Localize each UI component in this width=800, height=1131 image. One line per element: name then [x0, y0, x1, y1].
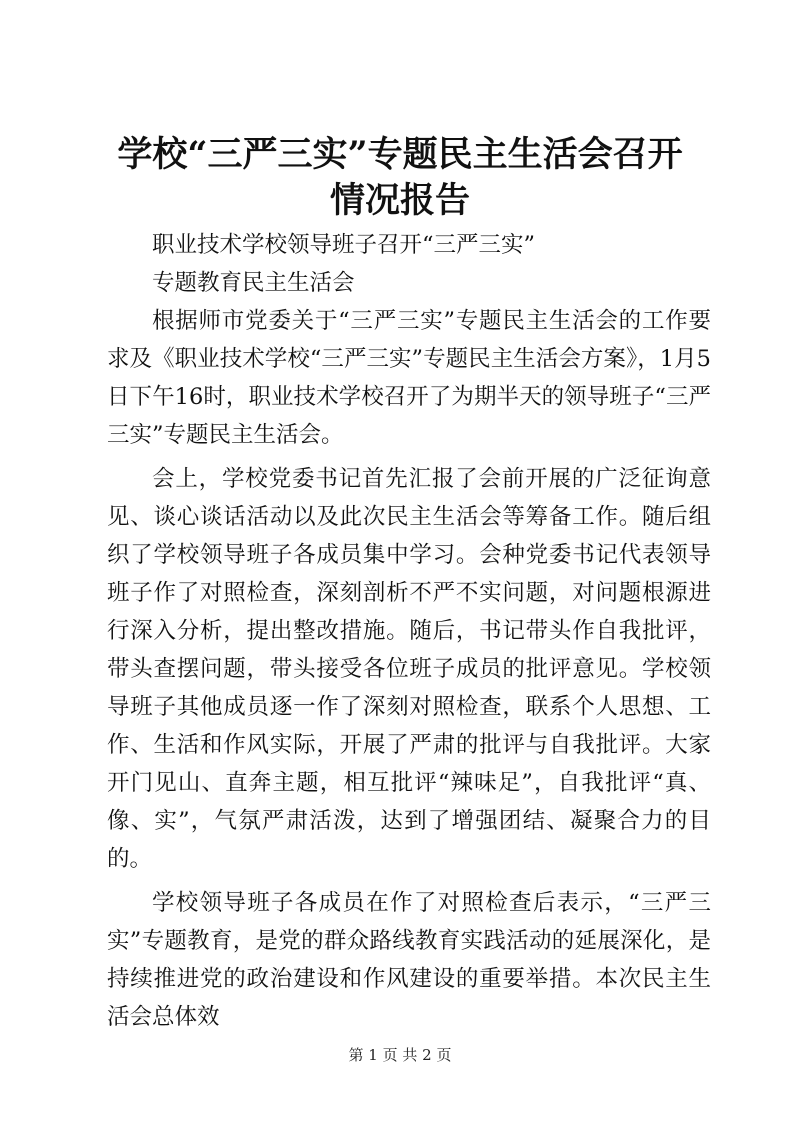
paragraph-1: 根据师市党委关于“三严三实”专题民主生活会的工作要求及《职业技术学校“三严三实”专题民主生活会方案》，1月5日下午16时，职业技术学校召开了为期半天的领导班子“三严三实”专题民主生活会。 [107, 308, 711, 448]
paragraph-2: 会上，学校党委书记首先汇报了会前开展的广泛征询意见、谈心谈话活动以及此次民主生活会等筹备工作。随后组织了学校领导班子各成员集中学习。会种党委书记代表领导班子作了对照检查，深刻剖析不严不实问题，对问题根源进行深入分析，提出整改措施。随后，书记带头作自我批评，带头查摆问题，带头接受各位班子成员的批评意见。学校领导班子其他成员逐一作了深刻对照检查，联系个人思想、工作、生活和作风实际，开展了严肃的批评与自我批评。大家开门见山、直奔主题，相互批评“辣味足”，自我批评“真、像、实”，气氛严肃活泼，达到了增强团结、凝聚合力的目的。 [107, 466, 711, 872]
paragraph-3: 学校领导班子各成员在作了对照检查后表示，“三严三实”专题教育，是党的群众路线教育实践活动的延展深化，是持续推进党的政治建设和作风建设的重要举措。本次民主生活会总体效 [107, 890, 711, 1030]
page-footer: 第 1 页 共 2 页 [348, 1046, 452, 1064]
subheading-line-1: 职业技术学校领导班子召开“三严三实” [152, 232, 536, 258]
document-title: 学校“三严三实”专题民主生活会召开情况报告 [117, 134, 683, 221]
subheading-line-2: 专题教育民主生活会 [152, 270, 355, 296]
document-body [107, 226, 711, 1036]
